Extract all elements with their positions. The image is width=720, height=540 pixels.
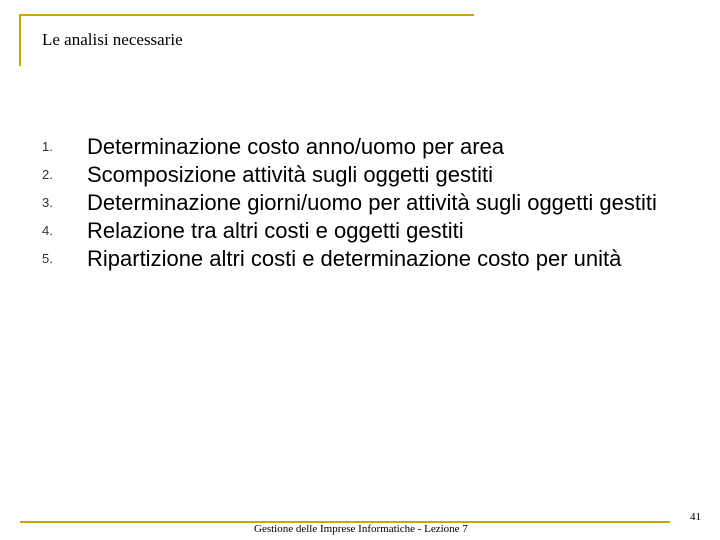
footer-text: Gestione delle Imprese Informatiche - Lezione 7	[254, 523, 468, 535]
list-item	[42, 245, 682, 273]
list-item-number: 3.	[42, 195, 53, 210]
title-top-rule	[20, 14, 474, 16]
list-item-number: 5.	[42, 251, 53, 266]
list-item-text: Determinazione costo anno/uomo per area	[87, 134, 505, 159]
list-item	[42, 133, 682, 161]
list-item-text: Determinazione giorni/uomo per attività sugli oggetti gestiti	[87, 190, 657, 215]
list-item-number: 1.	[42, 139, 53, 154]
list-item	[42, 217, 682, 245]
page-number: 41	[690, 511, 701, 523]
list-item-text: Ripartizione altri costi e determinazione costo per unità	[87, 246, 622, 271]
list-item-text: Scomposizione attività sugli oggetti gestiti	[87, 162, 493, 187]
slide-title: Le analisi necessarie	[42, 30, 183, 49]
list-item-text: Relazione tra altri costi e oggetti gestiti	[87, 218, 464, 243]
numbered-list	[42, 133, 682, 273]
list-item	[42, 161, 682, 189]
list-item-number: 4.	[42, 223, 53, 238]
title-left-rule	[19, 14, 21, 66]
list-item-number: 2.	[42, 167, 53, 182]
list-item	[42, 189, 682, 217]
